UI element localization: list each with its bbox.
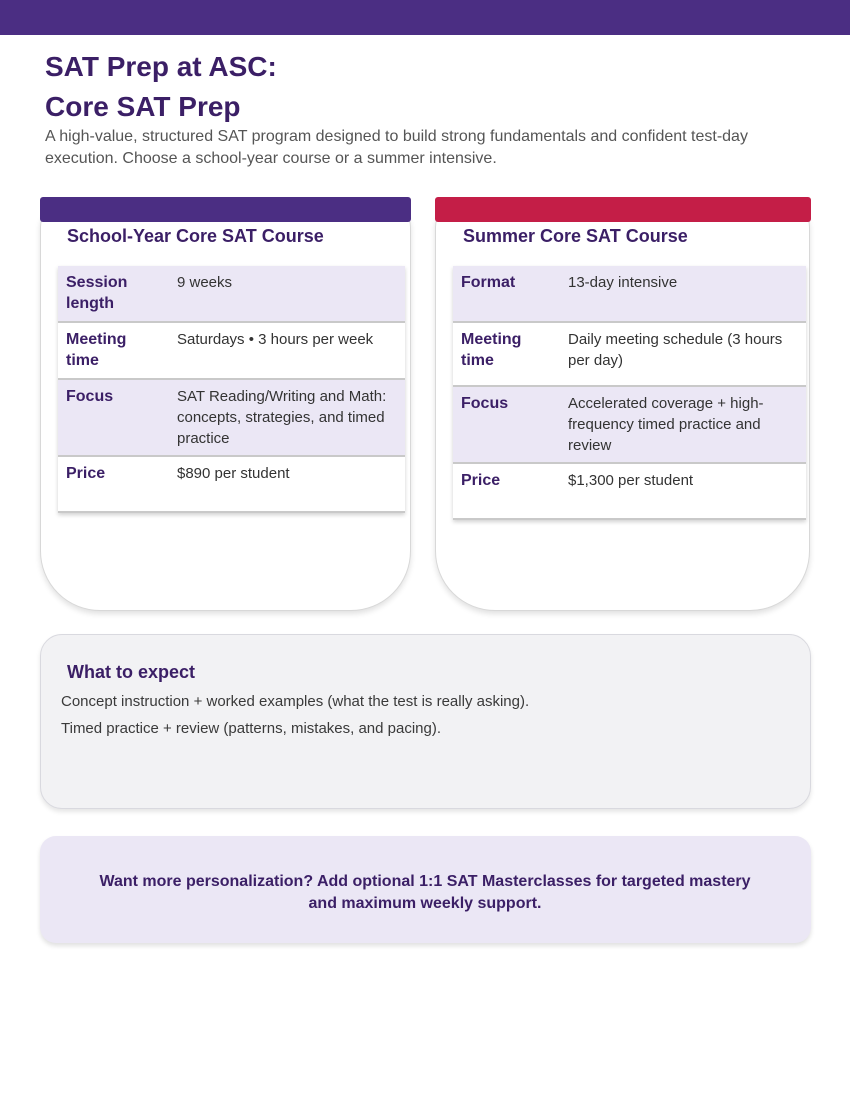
row-label: Price [453,463,560,519]
row-label: Session length [58,266,169,322]
what-to-expect-title: What to expect [67,662,196,682]
row-value: $1,300 per student [560,463,806,519]
summer-card-band [435,197,811,222]
page-title-line1: SAT Prep at ASC: [45,51,277,82]
school-year-card-title: School-Year Core SAT Course [67,226,324,246]
table-row [58,456,405,512]
row-value: SAT Reading/Writing and Math: concepts, strategies, and timed practice [169,379,405,456]
table-row [58,266,405,322]
row-label: Meeting time [453,322,560,386]
page-subtitle: A high-value, structured SAT program designed to build strong fundamentals and confident test-day execution. Choose a school-year course or a summer intensive. [45,128,748,167]
top-banner [0,0,850,35]
table-row [58,322,405,379]
row-value: 9 weeks [169,266,405,322]
masterclass-callout-text: Want more personalization? Add optional 1:1 SAT Masterclasses for targeted mastery and maximum weekly support. [99,873,751,912]
school-year-card-band [40,197,411,222]
table-row [453,266,806,322]
summer-card-title: Summer Core SAT Course [463,226,688,246]
page-title [45,47,277,127]
table-row [58,379,405,456]
table-row [453,322,806,386]
row-value: Daily meeting schedule (3 hours per day) [560,322,806,386]
row-value: Saturdays • 3 hours per week [169,322,405,379]
table-row [453,463,806,519]
row-label: Price [58,456,169,512]
row-label: Focus [453,386,560,463]
page-title-line2: Core SAT Prep [45,91,241,122]
row-value: 13-day intensive [560,266,806,322]
row-value: Accelerated coverage + high-frequency timed practice and review [560,386,806,463]
row-label: Focus [58,379,169,456]
school-year-details-table [58,266,405,513]
table-row [453,386,806,463]
row-label: Meeting time [58,322,169,379]
summer-details-table [453,266,806,520]
expect-item: Concept instruction + worked examples (what the test is really asking). [61,693,530,710]
row-label: Format [453,266,560,322]
row-value: $890 per student [169,456,405,512]
expect-item: Timed practice + review (patterns, mistakes, and pacing). [61,720,442,737]
